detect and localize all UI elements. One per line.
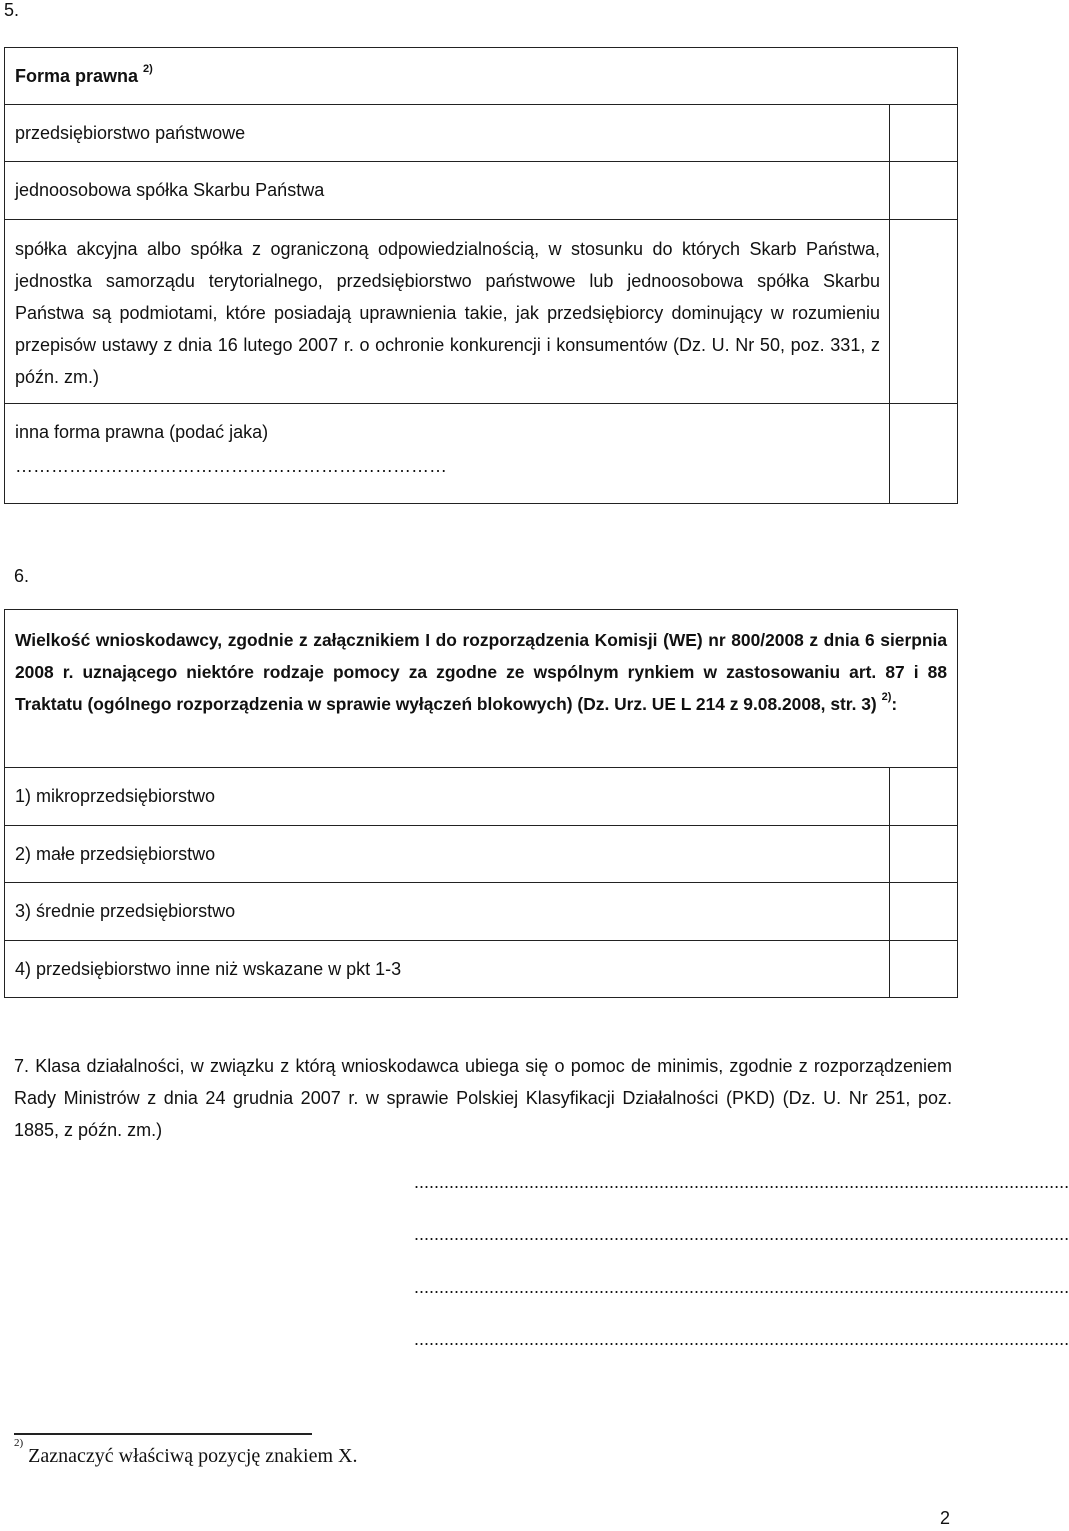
enterprise-size-table [4, 609, 958, 998]
checkbox-cell[interactable] [890, 162, 958, 220]
checkbox-cell[interactable] [890, 105, 958, 162]
option-label: 3) średnie przedsiębiorstwo [15, 901, 236, 921]
option-label: jednoosobowa spółka Skarbu Państwa [15, 180, 325, 200]
legal-form-table [4, 47, 958, 504]
enterprise-size-heading: Wielkość wnioskodawcy, zgodnie z załącznikiem I do rozporządzenia Komisji (WE) nr 800/2008 z dnia 6 sierpnia 2008 r. uznającego niektóre rodzaje pomocy za zgodne ze wspólnym rynkiem w zastosowaniu art. 87 i 88 Traktatu (ogólnego rozporządzenia w sprawie wyłączeń blokowych) (Dz. Urz. UE L 214 z 9.08.2008, str. 3) $^{2)}$: [15, 630, 947, 714]
checkbox-cell[interactable] [890, 404, 958, 504]
option-row [5, 404, 890, 504]
option-row [5, 220, 890, 404]
option-label: 4) przedsiębiorstwo inne niż wskazane w pkt 1-3 [15, 959, 402, 979]
option-label: 1) mikroprzedsiębiorstwo [15, 786, 216, 806]
legal-form-header-cell [5, 48, 958, 105]
pkd-dotted-line[interactable]: ................................................................................................................................... [414, 1277, 1069, 1297]
pkd-dotted-line[interactable]: ................................................................................................................................... [414, 1224, 1069, 1244]
option-row [5, 768, 890, 826]
footnote-separator [14, 1433, 312, 1435]
enterprise-size-header-cell [5, 610, 958, 768]
other-form-dotted-field[interactable]: ……………………………………………………………… [15, 456, 447, 476]
option-row [5, 826, 890, 883]
checkbox-cell[interactable] [890, 883, 958, 941]
footnote-marker: 2) [14, 1437, 24, 1450]
section-5-number: 5. [4, 0, 20, 20]
option-label: spółka akcyjna albo spółka z ograniczoną odpowiedzialnością, w stosunku do których Skarb Państwa, jednostka samorządu terytorialnego, przedsiębiorstwo państwowe lub jednoosobowa spółka Skarbu Państwa są podmiotami, które posiadają uprawnienia takie, jak przedsiębiorcy dominujący w rozumieniu przepisów ustawy z dnia 16 lutego 2007 r. o ochronie konkurencji i konsumentów (Dz. U. Nr 50, poz. 331, z późn. zm.) [15, 239, 880, 387]
section-6-number: 6. [14, 566, 30, 586]
option-label: inna forma prawna (podać jaka) [15, 422, 269, 442]
footnote-ref: 2) [143, 63, 153, 75]
footnote [14, 1437, 358, 1468]
footnote-ref: 2) [881, 691, 892, 704]
checkbox-cell[interactable] [890, 768, 958, 826]
section-7-text: 7. Klasa działalności, w związku z którą wnioskodawca ubiega się o pomoc de minimis, zgodnie z rozporządzeniem Rady Ministrów z dnia 24 grudnia 2007 r. w sprawie Polskiej Klasyfikacji Działalności (PKD) (Dz. U. Nr 251, poz. 1885, z późn. zm.) [14, 1056, 952, 1140]
checkbox-cell[interactable] [890, 826, 958, 883]
option-row [5, 941, 890, 998]
checkbox-cell[interactable] [890, 941, 958, 998]
option-row [5, 105, 890, 162]
option-label: 2) małe przedsiębiorstwo [15, 844, 216, 864]
option-label: przedsiębiorstwo państwowe [15, 123, 246, 143]
option-row [5, 162, 890, 220]
checkbox-cell[interactable] [890, 220, 958, 404]
legal-form-heading: Forma prawna $^{2)}$ [15, 63, 153, 86]
page-number: 2 [940, 1508, 951, 1528]
pkd-dotted-line[interactable]: ................................................................................................................................... [414, 1329, 1069, 1349]
option-row [5, 883, 890, 941]
footnote-text: Zaznaczyć właściwą pozycję znakiem X. [28, 1445, 358, 1467]
pkd-dotted-line[interactable]: ................................................................................................................................... [414, 1172, 1069, 1192]
